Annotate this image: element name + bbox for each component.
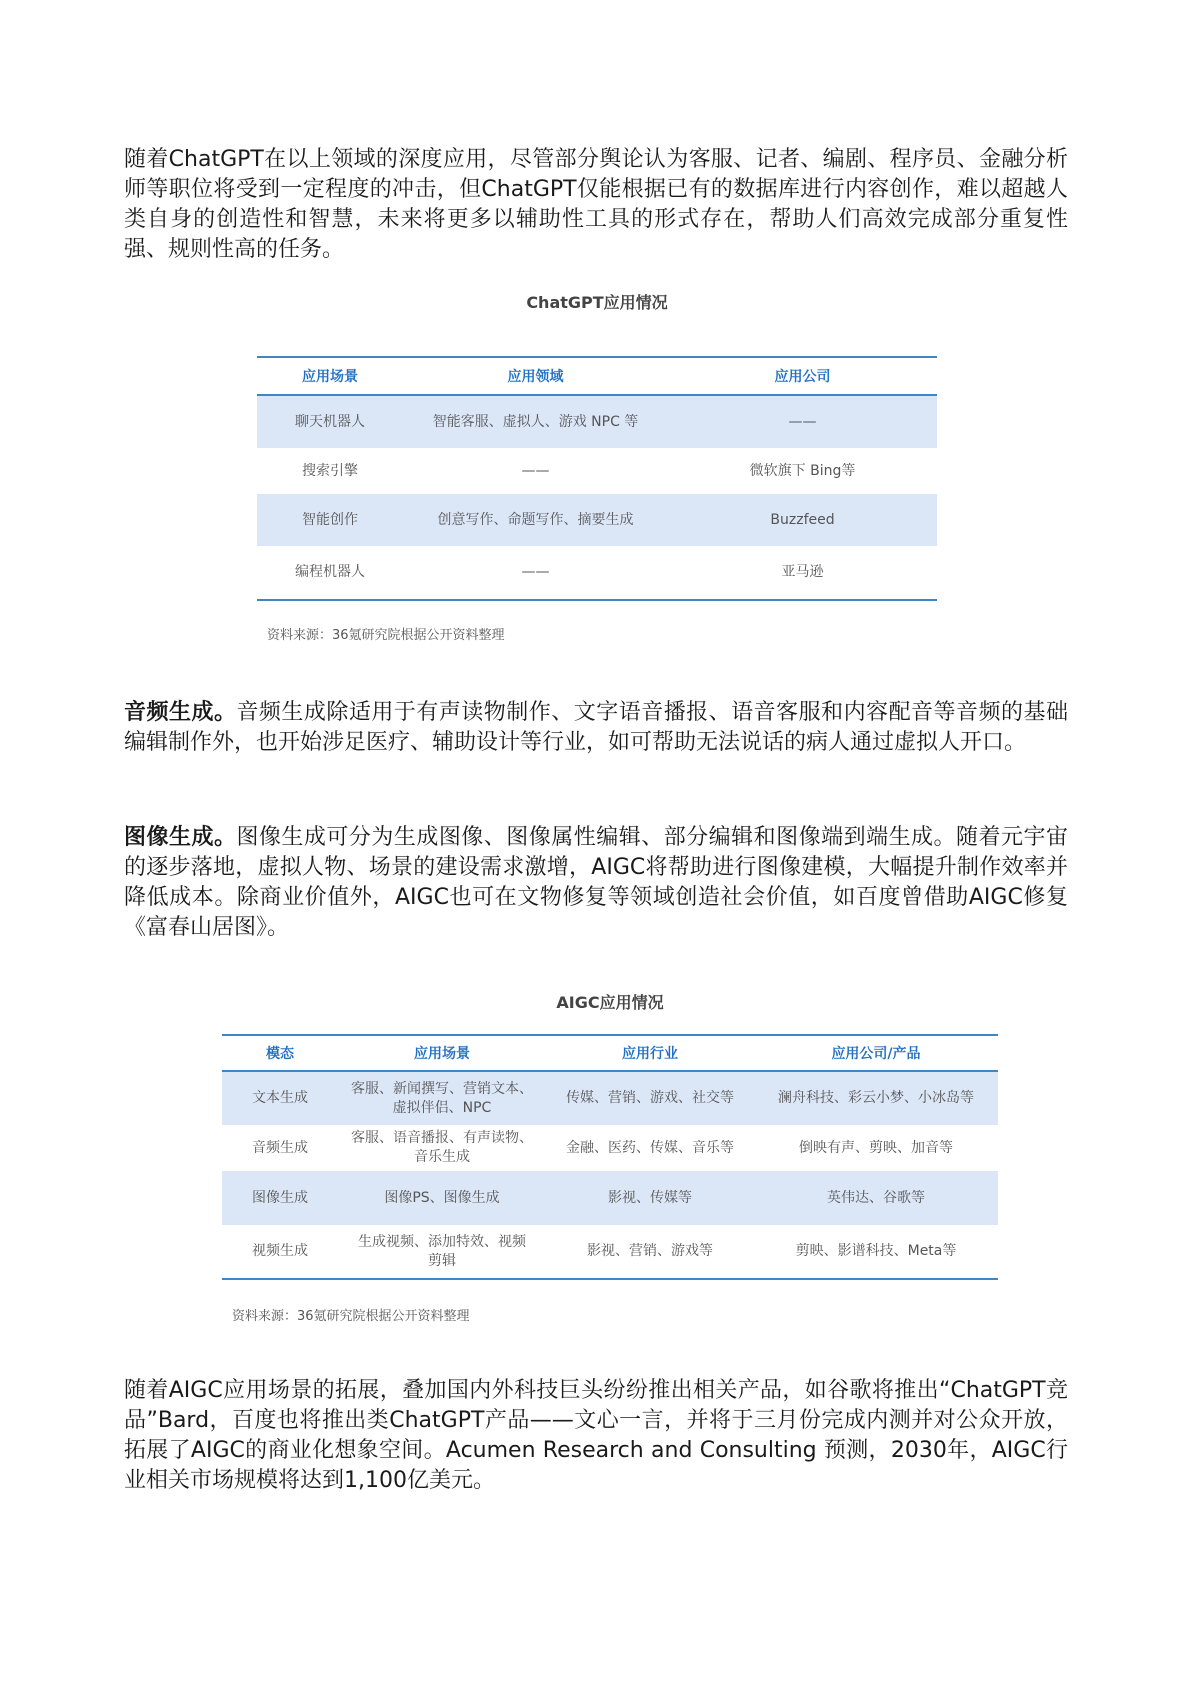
intro-paragraph: 随着ChatGPT在以上领域的深度应用，尽管部分舆论认为客服、记者、编剧、程序员、金融分析师等职位将受到一定程度的冲击，但ChatGPT仅能根据已有的数据库进行内容创作，难以超越人类自身的创造性和智慧，未来将更多以辅助性工具的形式存在，帮助人们高效完成部分重复性强、规则性高的任务。 xyxy=(124,147,1068,262)
table-cell: 剪映、影谱科技、Meta等 xyxy=(754,1225,998,1279)
table-cell: 文本生成 xyxy=(222,1071,338,1125)
table2-header: 应用行业 xyxy=(546,1035,754,1071)
table-cell: —— xyxy=(668,395,937,448)
table-row xyxy=(257,395,937,448)
aigc-application-table xyxy=(222,1034,998,1280)
table1-title: ChatGPT应用情况 xyxy=(526,293,668,312)
table-cell: 亚马逊 xyxy=(668,546,937,600)
table2-source: 资料来源：36氪研究院根据公开资料整理 xyxy=(232,1309,470,1324)
table-cell: 编程机器人 xyxy=(257,546,403,600)
table-row xyxy=(222,1171,998,1225)
image-generation-text: 图像生成可分为生成图像、图像属性编辑、部分编辑和图像端到端生成。随着元宇宙的逐步落地，虚拟人物、场景的建设需求激增，AIGC将帮助进行图像建模，大幅提升制作效率并降低成本。除商业价值外，AIGC也可在文物修复等领域创造社会价值，如百度曾借助AIGC修复《富春山居图》。 xyxy=(124,825,1068,940)
table-cell: 智能客服、虚拟人、游戏 NPC 等 xyxy=(403,395,668,448)
table-cell: 金融、医药、传媒、音乐等 xyxy=(566,1139,734,1156)
table-cell: 倒映有声、剪映、加音等 xyxy=(799,1139,953,1156)
table2-header: 模态 xyxy=(222,1035,338,1071)
table-row xyxy=(257,494,937,546)
table-row xyxy=(222,1225,998,1279)
table1-header: 应用场景 xyxy=(257,357,403,395)
table-cell: 音频生成 xyxy=(252,1139,308,1156)
table2-header: 应用场景 xyxy=(338,1035,546,1071)
table1-header: 应用领域 xyxy=(403,357,668,395)
table-cell: 搜索引擎 xyxy=(302,462,358,479)
image-generation-paragraph xyxy=(124,823,1068,943)
chatgpt-application-table xyxy=(257,356,937,601)
table-cell: Buzzfeed xyxy=(668,494,937,546)
table1-header: 应用公司 xyxy=(668,357,937,395)
table-cell: 创意写作、命题写作、摘要生成 xyxy=(403,494,668,546)
table-cell: 图像PS、图像生成 xyxy=(338,1171,546,1225)
table-cell: 客服、语音播报、有声读物、 音乐生成 xyxy=(351,1130,533,1165)
table1-source: 资料来源：36氪研究院根据公开资料整理 xyxy=(267,628,505,643)
table2-title: AIGC应用情况 xyxy=(556,993,664,1012)
table-cell: 影视、传媒等 xyxy=(546,1171,754,1225)
table-cell: 英伟达、谷歌等 xyxy=(754,1171,998,1225)
table-cell: 澜舟科技、彩云小梦、小冰岛等 xyxy=(754,1071,998,1125)
table-cell: 生成视频、添加特效、视频 剪辑 xyxy=(338,1225,546,1279)
audio-generation-heading: 音频生成。 xyxy=(124,700,237,725)
table-row xyxy=(222,1125,998,1171)
closing-paragraph: 随着AIGC应用场景的拓展，叠加国内外科技巨头纷纷推出相关产品，如谷歌将推出“ChatGPT竞品”Bard，百度也将推出类ChatGPT产品——文心一言，并将于三月份完成内测并对公众开放，拓展了AIGC的商业化想象空间。Acumen Research and Consulting 预测，2030年，AIGC行业相关市场规模将达到1,100亿美元。 xyxy=(124,1378,1068,1493)
table-row xyxy=(222,1071,998,1125)
table-cell: 微软旗下 Bing等 xyxy=(749,462,856,479)
table-cell: 视频生成 xyxy=(222,1225,338,1279)
table-cell: —— xyxy=(521,462,550,479)
audio-generation-text: 音频生成除适用于有声读物制作、文字语音播报、语音客服和内容配音等音频的基础编辑制作外，也开始涉足医疗、辅助设计等行业，如可帮助无法说话的病人通过虚拟人开口。 xyxy=(124,700,1068,755)
table-cell: 传媒、营销、游戏、社交等 xyxy=(546,1071,754,1125)
table-cell: 客服、新闻撰写、营销文本、 虚拟伴侣、NPC xyxy=(338,1071,546,1125)
table-cell: —— xyxy=(403,546,668,600)
table-cell: 影视、营销、游戏等 xyxy=(546,1225,754,1279)
table-row xyxy=(257,546,937,600)
table2-header: 应用公司/产品 xyxy=(754,1035,998,1071)
image-generation-heading: 图像生成。 xyxy=(124,825,237,850)
table-row xyxy=(257,448,937,494)
table-cell: 智能创作 xyxy=(257,494,403,546)
table-cell: 聊天机器人 xyxy=(257,395,403,448)
audio-generation-paragraph xyxy=(124,698,1068,758)
table-cell: 图像生成 xyxy=(222,1171,338,1225)
